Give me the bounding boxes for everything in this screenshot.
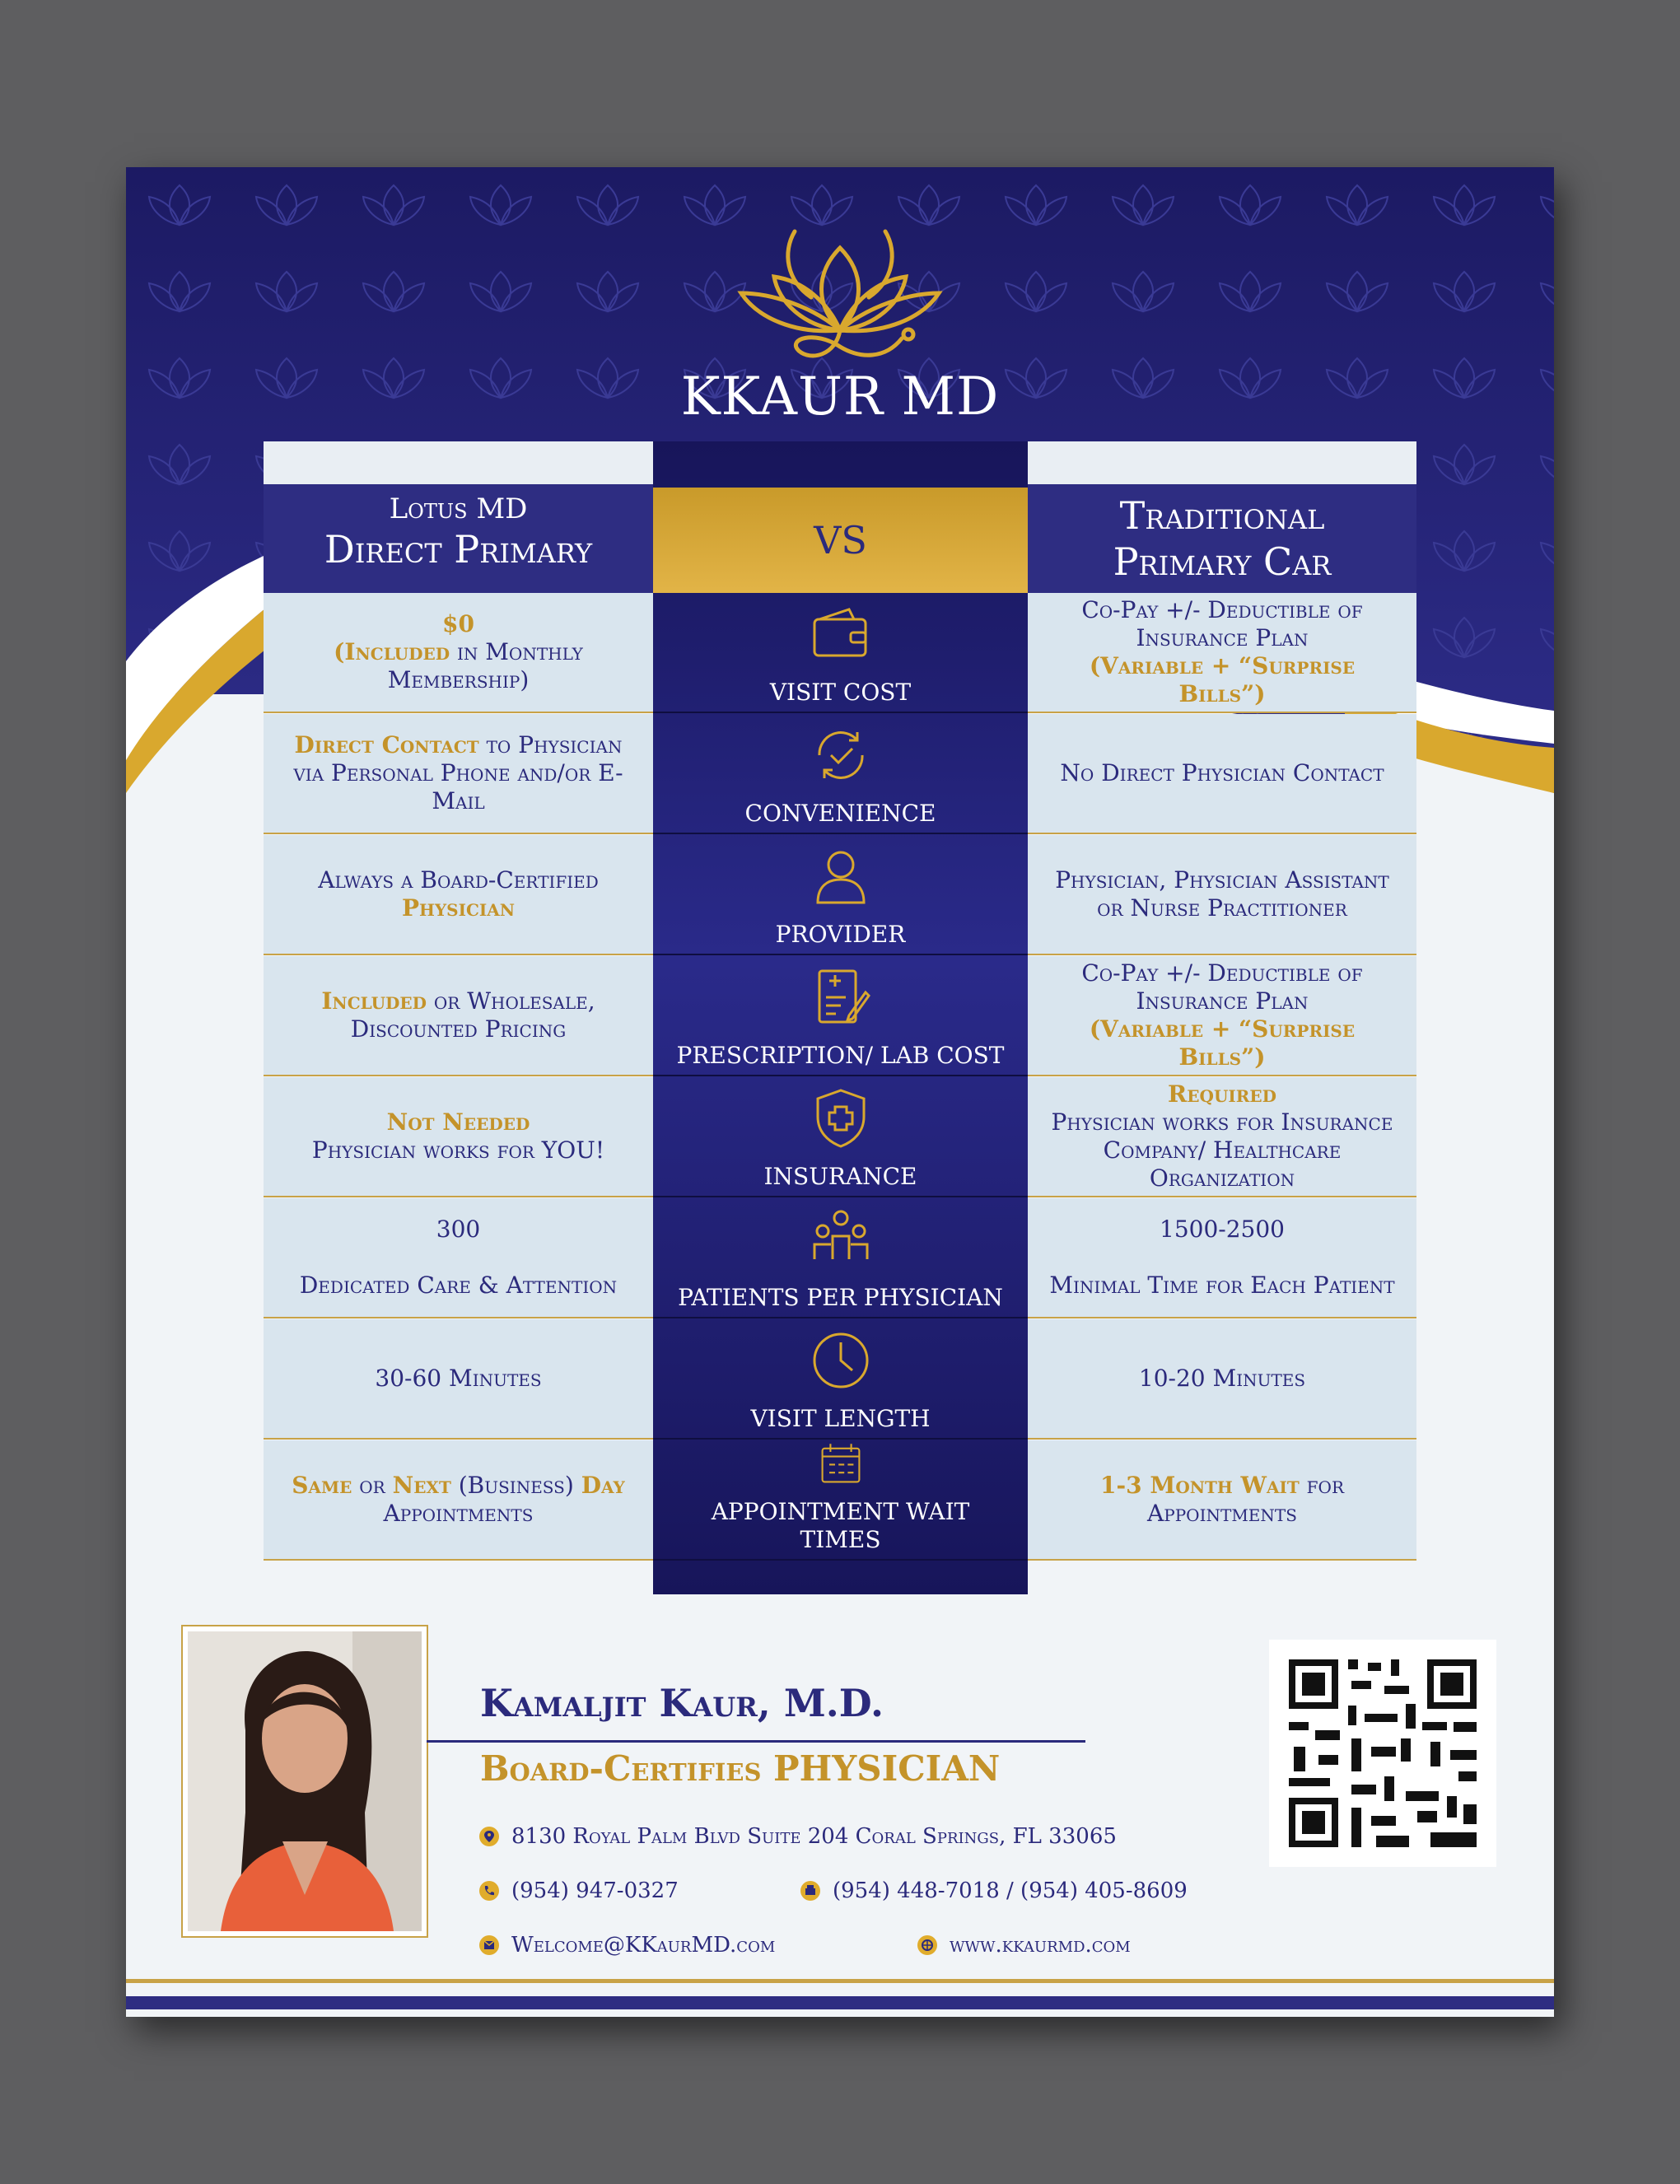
phone-icon <box>478 1880 500 1902</box>
highlight-text: Physician <box>401 894 516 922</box>
cell-text: Co-Pay +/- Deductible of Insurance Plan <box>1081 959 1363 1015</box>
prescription-icon <box>808 964 874 1030</box>
cell-text: 300 <box>436 1216 481 1243</box>
address-line <box>478 1824 1117 1849</box>
cell-text: No Direct Physician Contact <box>1060 759 1384 786</box>
category-cell <box>653 1077 1028 1197</box>
address-text: 8130 Royal Palm Blvd Suite 204 Coral Springs, FL 33065 <box>511 1824 1117 1849</box>
traditional-cell <box>1028 956 1416 1076</box>
cell-text: Always a Board-Certified <box>318 866 599 894</box>
traditional-cell <box>1028 1077 1416 1197</box>
cell-text: Dedicated Care & Attention <box>299 1272 618 1299</box>
fax-text[interactable]: (954) 448-7018 / (954) 405-8609 <box>833 1878 1188 1903</box>
clock-icon <box>808 1328 874 1393</box>
cell-text: Minimal Time for Each Patient <box>1049 1272 1395 1299</box>
email-text[interactable]: Welcome@KKaurMD.com <box>511 1933 776 1958</box>
category-cell <box>653 1198 1028 1318</box>
phone-line[interactable] <box>478 1878 679 1903</box>
category-label: PROVIDER <box>775 921 906 948</box>
traditional-cell <box>1028 1319 1416 1440</box>
cell-text: Physician works for YOU! <box>311 1136 605 1164</box>
doctor-photo-frame <box>181 1625 428 1938</box>
table-row <box>264 1077 1416 1198</box>
left-column-header <box>264 484 653 593</box>
table-row <box>264 1440 1416 1561</box>
highlight-text: Direct Contact <box>294 731 479 758</box>
highlight-text: Same <box>292 1472 352 1499</box>
category-cell <box>653 1440 1028 1561</box>
category-label: INSURANCE <box>763 1163 917 1190</box>
direct-primary-cell <box>264 714 653 834</box>
vs-badge: VS <box>653 488 1028 593</box>
category-cell <box>653 956 1028 1076</box>
wallet-icon <box>808 601 874 667</box>
highlight-text: 1-3 Month Wait <box>1100 1472 1300 1499</box>
phone-text[interactable]: (954) 947-0327 <box>511 1878 679 1903</box>
highlight-text: (Variable + “Surprise Bills”) <box>1089 1015 1356 1071</box>
shield-cross-icon <box>808 1085 874 1151</box>
traditional-cell <box>1028 1198 1416 1318</box>
direct-primary-cell <box>264 1077 653 1197</box>
name-divider <box>427 1740 1085 1743</box>
cell-text: Physician works for Insurance Company/ Healthcare Organization <box>1051 1108 1393 1192</box>
right-header-line2: Primary Car <box>1113 539 1332 584</box>
flyer <box>126 167 1554 2017</box>
cell-text: to Physician via Personal Phone and/or E-Mail <box>293 731 623 814</box>
highlight-text: Day <box>581 1472 625 1499</box>
category-label: VISIT LENGTH <box>750 1405 931 1432</box>
user-icon <box>808 843 874 909</box>
direct-primary-cell <box>264 593 653 713</box>
category-cell <box>653 714 1028 834</box>
right-column-header <box>1028 484 1416 593</box>
highlight-text: Not Needed <box>386 1108 530 1136</box>
cell-text: in Monthly Membership) <box>387 638 583 693</box>
doctor-name: Kamaljit Kaur, M.D. <box>480 1681 884 1725</box>
lotus-stethoscope-logo <box>737 215 943 371</box>
traditional-cell <box>1028 835 1416 955</box>
category-cell <box>653 593 1028 713</box>
email-icon <box>478 1934 500 1956</box>
header-spacer-left <box>264 441 653 484</box>
highlight-text: Included <box>321 987 427 1015</box>
email-line[interactable] <box>478 1933 775 1958</box>
category-label: VISIT COST <box>769 679 912 706</box>
cell-text: Appointments <box>383 1500 534 1527</box>
table-row <box>264 593 1416 714</box>
people-icon <box>808 1206 874 1272</box>
cell-text: 10-20 Minutes <box>1138 1365 1306 1392</box>
fax-line[interactable] <box>800 1878 1188 1903</box>
doctor-photo <box>188 1631 422 1931</box>
qr-code[interactable] <box>1269 1640 1496 1867</box>
brand-name: KKAUR MD <box>680 366 1000 427</box>
category-cell <box>653 1319 1028 1440</box>
website-line[interactable] <box>917 1933 1131 1958</box>
traditional-cell <box>1028 593 1416 713</box>
direct-primary-cell <box>264 835 653 955</box>
footer-gold-rule <box>126 1979 1554 1983</box>
traditional-cell <box>1028 1440 1416 1561</box>
highlight-text: Next <box>392 1472 451 1499</box>
highlight-text: (Included <box>334 638 450 665</box>
location-pin-icon <box>478 1826 500 1847</box>
category-label: PATIENTS PER PHYSICIAN <box>678 1284 1003 1311</box>
highlight-text: $0 <box>442 610 474 637</box>
highlight-text: Required <box>1168 1080 1276 1108</box>
direct-primary-cell <box>264 1319 653 1440</box>
category-label: APPOINTMENT WAIT TIMES <box>711 1498 970 1553</box>
table-row <box>264 714 1416 835</box>
category-label: CONVENIENCE <box>744 800 936 827</box>
footer-navy-band <box>126 1996 1554 2009</box>
highlight-text: (Variable + “Surprise Bills”) <box>1089 652 1356 707</box>
doctor-title: Board-Certifies PHYSICIAN <box>480 1748 1001 1789</box>
direct-primary-cell <box>264 1198 653 1318</box>
fax-icon <box>800 1880 821 1902</box>
right-header-line1: Traditional <box>1119 493 1325 538</box>
left-header-line1: Lotus MD <box>389 492 528 525</box>
website-text[interactable]: www.kkaurmd.com <box>950 1933 1131 1958</box>
cell-text: 1500-2500 <box>1160 1216 1285 1243</box>
table-row <box>264 835 1416 956</box>
cell-text: for Appointments <box>1147 1472 1344 1527</box>
cell-text: or Wholesale, Discounted Pricing <box>350 987 595 1043</box>
left-header-line2: Direct Primary <box>324 527 593 572</box>
table-row <box>264 1198 1416 1319</box>
calendar-icon <box>808 1440 874 1486</box>
header-spacer-right <box>1028 441 1416 484</box>
table-row <box>264 1319 1416 1440</box>
direct-primary-cell <box>264 1440 653 1561</box>
cell-text: (Business) <box>450 1472 581 1499</box>
cell-text: or <box>352 1472 393 1499</box>
cell-text: Co-Pay +/- Deductible of Insurance Plan <box>1081 596 1363 651</box>
globe-icon <box>917 1934 938 1956</box>
table-row <box>264 956 1416 1077</box>
traditional-cell <box>1028 714 1416 834</box>
cell-text: Physician, Physician Assistant or Nurse Practitioner <box>1055 866 1389 922</box>
refresh-check-icon <box>808 722 874 788</box>
category-label: PRESCRIPTION/ LAB COST <box>676 1042 1005 1069</box>
cell-text: 30-60 Minutes <box>375 1365 542 1392</box>
category-cell <box>653 835 1028 955</box>
direct-primary-cell <box>264 956 653 1076</box>
